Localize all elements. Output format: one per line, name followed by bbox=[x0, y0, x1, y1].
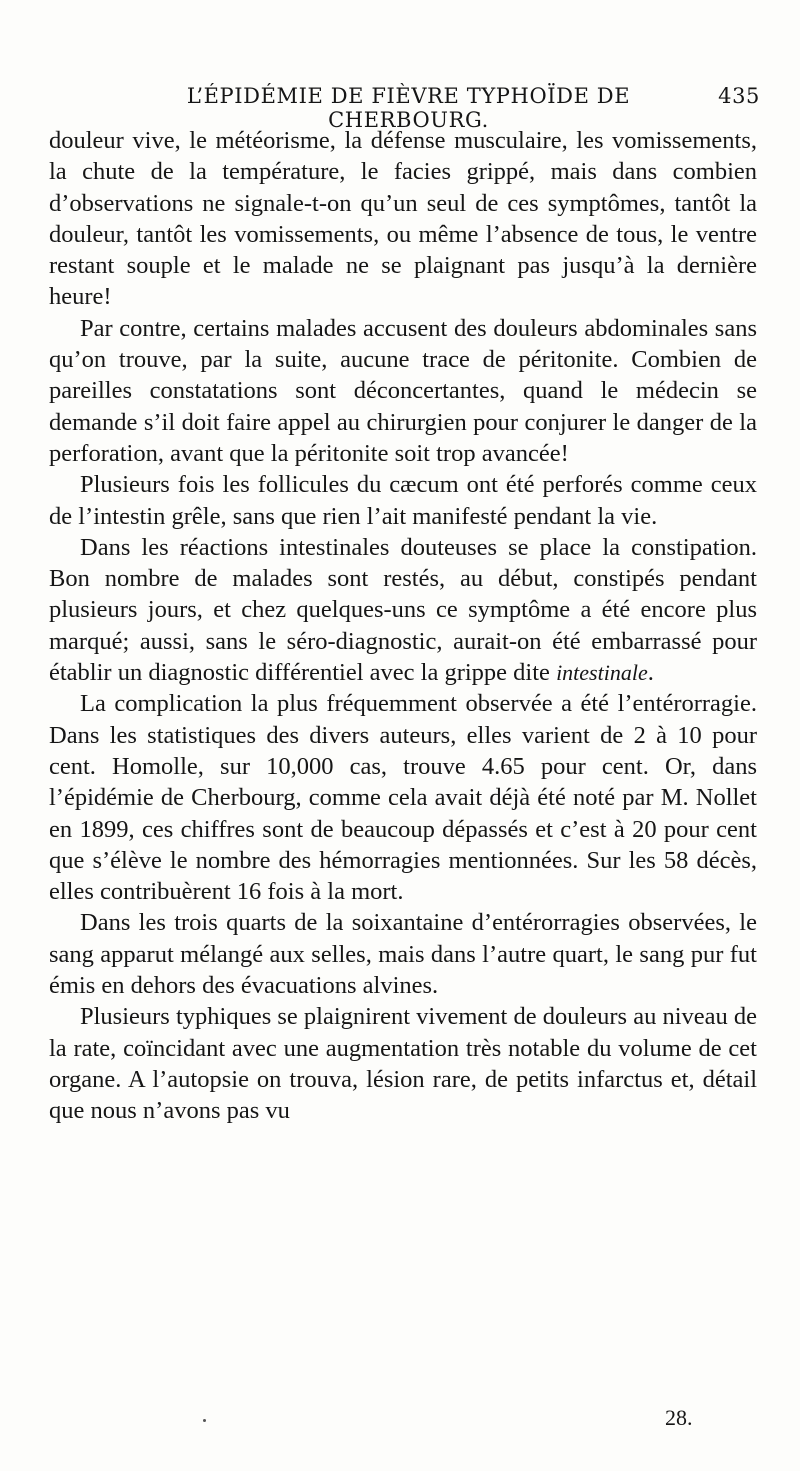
paragraph-7: Plusieurs typhiques se plaignirent vivement de douleurs au niveau de la rate, coïncidant avec une augmentation très notable du volume de cet organe. A l’autopsie on trouva, lésion rare, de petits infarctus et, détail que nous n’avons pas vu bbox=[49, 1003, 758, 1125]
page-footer bbox=[0, 1405, 800, 1435]
signature-mark: 28. bbox=[665, 1405, 693, 1430]
paragraph-3: Plusieurs fois les follicules du cæcum ont été perforés comme ceux de l’intestin grêle, sans que rien l’ait manifesté pendant la vie. bbox=[49, 471, 757, 530]
paragraph-6: Dans les trois quarts de la soixantaine d’entérorragies observées, le sang apparut mélangé aux selles, mais dans l’autre quart, le sang pur fut émis en dehors des évacuations alvines. bbox=[49, 909, 757, 1000]
paragraph-2: Par contre, certains malades accusent des douleurs abdominales sans qu’on trouve, par la suite, aucune trace de péritonite. Combien de pareilles constatations sont déconcertantes, quand le médecin se demande s’il doit faire appel au chirurgien pour conjurer le danger de la perforation, avant que la péritonite soit trop avancée! bbox=[49, 314, 757, 467]
footer-dot bbox=[203, 1419, 206, 1422]
paragraph-5: La complication la plus fréquemment observée a été l’entérorragie. Dans les statistiques des divers auteurs, elles varient de 2 à 10 pour cent. Homolle, sur 10,000 cas, trouve 4.65 pour cent. Or, dans l’épidémie de Cherbourg, comme cela avait déjà été noté par M. Nollet en 1899, ces chiffres sont de beaucoup dépassés et c’est à 20 pour cent que s’élève le nombre des hémorragies mentionnées. Sur les 58 décès, elles contribuèrent 16 fois à la mort. bbox=[49, 690, 757, 906]
page-number: 435 bbox=[718, 84, 760, 108]
body-text bbox=[49, 125, 757, 1127]
running-header bbox=[62, 84, 760, 132]
running-title: L’ÉPIDÉMIE DE FIÈVRE TYPHOÏDE DE CHERBOURG. bbox=[186, 84, 631, 132]
paragraph-1: douleur vive, le météorisme, la défense musculaire, les vomissements, la chute de la température, le facies grippé, mais dans combien d’observations ne signale-t-on qu’un seul de ces symptômes, tantôt la douleur, tantôt les vomissements, ou même l’absence de tous, le ventre restant souple et le malade ne se plaignant pas jusqu’à la dernière heure! bbox=[49, 127, 757, 311]
italic-term: intestinale bbox=[556, 660, 648, 686]
paragraph-4: Dans les réactions intestinales douteuses se place la constipation. Bon nombre de malades sont restés, au début, constipés pendant plusieurs jours, et chez quelques-uns ce symptôme a été encore plus marqué; aussi, sans le séro-diagnostic, aurait-on été embarrassé pour établir un diagnostic différentiel avec la grippe dite intestinale. bbox=[49, 533, 757, 687]
